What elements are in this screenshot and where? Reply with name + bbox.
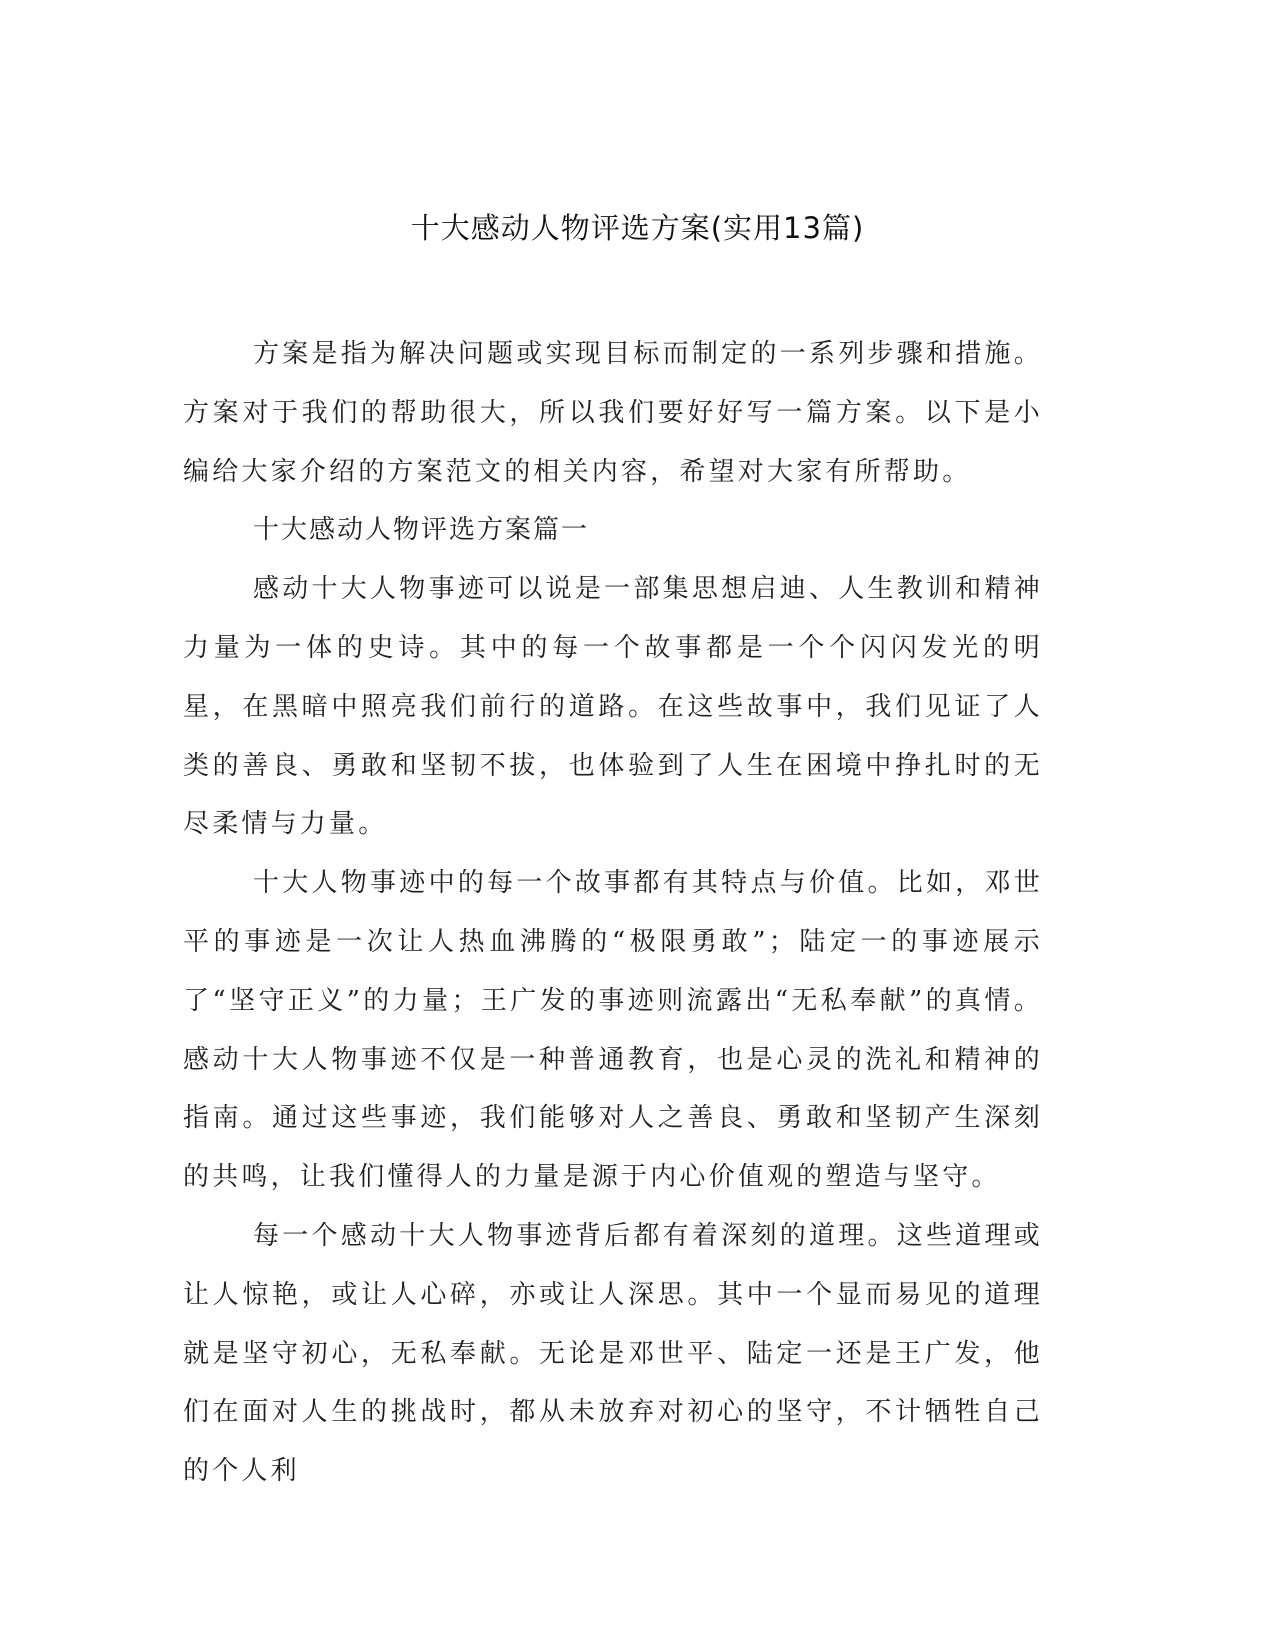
document-body <box>183 325 1043 1501</box>
document-title: 十大感动人物评选方案(实用13篇) <box>410 211 865 245</box>
body-paragraph: 十大人物事迹中的每一个故事都有其特点与价值。比如，邓世平的事迹是一次让人热血沸腾的“极限勇敢”；陆定一的事迹展示了“坚守正义”的力量；王广发的事迹则流露出“无私奉献”的真情。感动十大人物事迹不仅是一种普通教育，也是心灵的洗礼和精神的指南。通过这些事迹，我们能够对人之善良、勇敢和坚韧产生深刻的共鸣，让我们懂得人的力量是源于内心价值观的塑造与坚守。 <box>183 868 1043 1193</box>
body-paragraph: 每一个感动十大人物事迹背后都有着深刻的道理。这些道理或让人惊艳，或让人心碎，亦或让人深思。其中一个显而易见的道理就是坚守初心，无私奉献。无论是邓世平、陆定一还是王广发，他们在面对人生的挑战时，都从未放弃对初心的坚守，不计牺牲自己的个人利 <box>183 1220 1043 1487</box>
section-heading: 十大感动人物评选方案篇一 <box>253 515 590 546</box>
intro-paragraph: 方案是指为解决问题或实现目标而制定的一系列步骤和措施。方案对于我们的帮助很大，所以我们要好好写一篇方案。以下是小编给大家介绍的方案范文的相关内容，希望对大家有所帮助。 <box>183 339 1043 487</box>
body-paragraph: 感动十大人物事迹可以说是一部集思想启迪、人生教训和精神力量为一体的史诗。其中的每一个故事都是一个个闪闪发光的明星，在黑暗中照亮我们前行的道路。在这些故事中，我们见证了人类的善良、勇敢和坚韧不拔，也体验到了人生在困境中挣扎时的无尽柔情与力量。 <box>183 574 1043 840</box>
